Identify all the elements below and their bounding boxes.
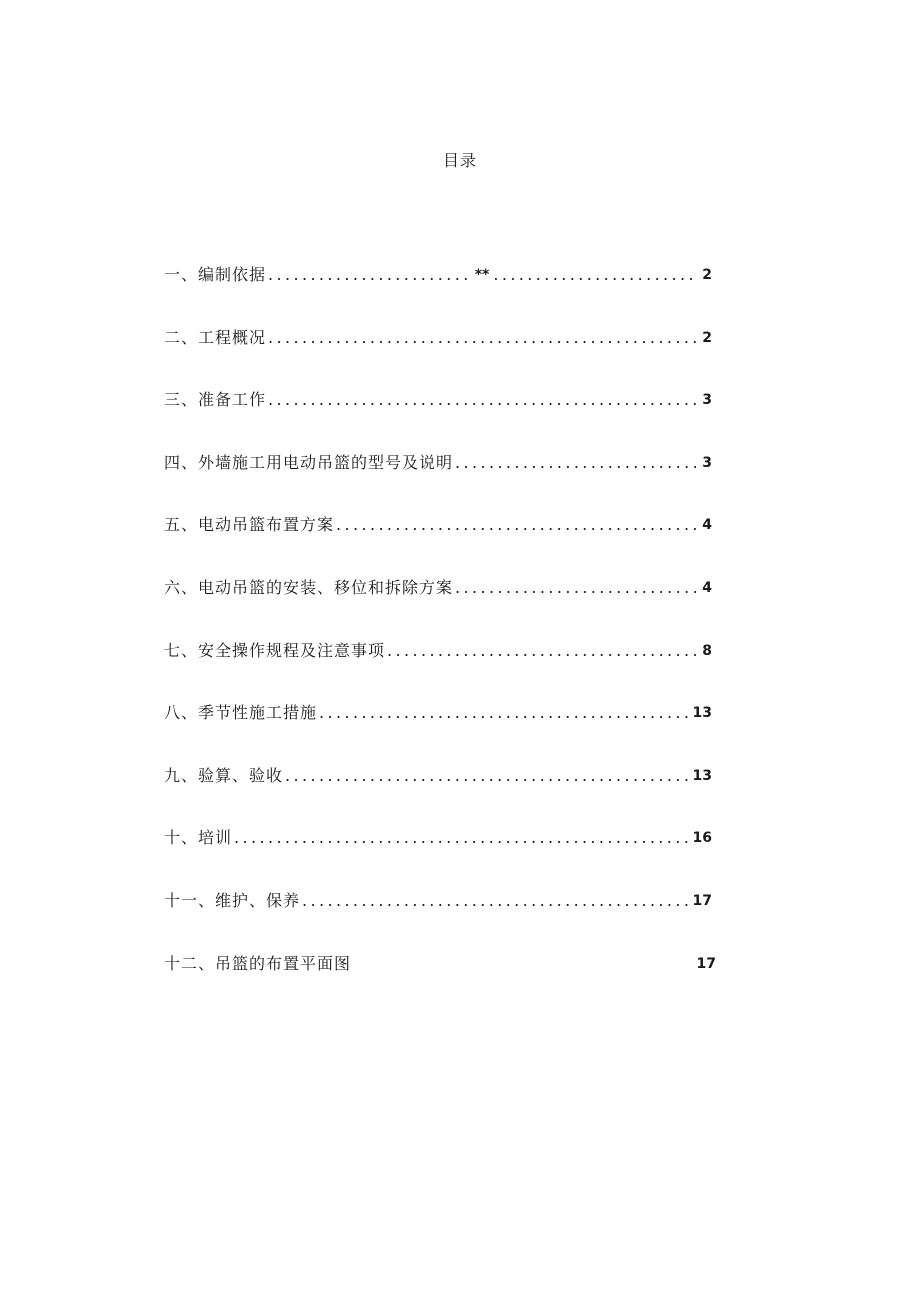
toc-title: 目录 <box>442 151 477 170</box>
toc-entry-label: 七、安全操作规程及注意事项 <box>164 640 386 660</box>
toc-entry-page: 2 <box>702 267 712 283</box>
toc-entry-8[interactable] <box>164 700 712 763</box>
dot-leader <box>268 387 696 413</box>
toc-entry-9[interactable] <box>164 763 712 826</box>
toc-leader <box>302 888 691 914</box>
toc-entry-page: 17 <box>696 955 716 972</box>
toc-entry-5[interactable] <box>164 512 712 575</box>
dot-leader <box>302 888 691 914</box>
toc-entry-page: 2 <box>702 329 712 346</box>
toc-entry-label: 八、季节性施工措施 <box>164 703 318 723</box>
toc-entry-label: 四、外墙施工用电动吊篮的型号及说明 <box>164 452 454 472</box>
dot-leader <box>455 575 696 601</box>
table-of-contents <box>164 262 716 1013</box>
toc-entry-label: 三、准备工作 <box>164 390 267 410</box>
toc-entry-7[interactable] <box>164 638 712 701</box>
toc-leader <box>336 512 696 538</box>
toc-entry-label: 十一、维护、保养 <box>164 890 301 910</box>
toc-entry-label: 九、验算、验收 <box>164 765 284 785</box>
toc-leader <box>268 262 696 288</box>
toc-entry-page: 13 <box>692 705 712 722</box>
toc-entry-label: 一、编制依据 <box>164 265 267 284</box>
toc-leader <box>455 450 696 476</box>
toc-entry-4[interactable] <box>164 450 712 513</box>
toc-entry-3[interactable] <box>164 387 712 450</box>
toc-entry-12[interactable] <box>164 951 716 1014</box>
toc-entry-1[interactable] <box>164 262 712 325</box>
toc-entry-page: 3 <box>702 392 712 409</box>
dot-leader <box>268 262 471 288</box>
toc-leader <box>268 325 696 351</box>
toc-leader <box>455 575 696 601</box>
toc-leader <box>319 700 691 726</box>
dot-leader <box>493 262 696 288</box>
toc-leader <box>234 825 691 851</box>
toc-entry-2[interactable] <box>164 325 712 388</box>
toc-entry-label: 十、培训 <box>164 828 233 848</box>
toc-entry-label: 六、电动吊篮的安装、移位和拆除方案 <box>164 577 454 597</box>
dot-leader <box>234 825 691 851</box>
toc-entry-label: 十二、吊篮的布置平面图 <box>164 953 352 973</box>
dot-leader <box>319 700 691 726</box>
toc-leader <box>268 387 696 413</box>
toc-entry-10[interactable] <box>164 825 712 888</box>
toc-entry-11[interactable] <box>164 888 712 951</box>
toc-entry-marker: ** <box>474 267 490 283</box>
dot-leader <box>387 638 696 664</box>
toc-leader <box>387 638 696 664</box>
toc-entry-label: 二、工程概况 <box>164 327 267 347</box>
toc-entry-6[interactable] <box>164 575 712 638</box>
toc-entry-page: 4 <box>702 579 712 596</box>
dot-leader <box>336 512 696 538</box>
toc-entry-page: 4 <box>702 517 712 534</box>
toc-entry-page: 3 <box>702 454 712 471</box>
dot-leader <box>285 763 691 789</box>
toc-entry-page: 17 <box>692 892 712 909</box>
toc-leader <box>285 763 691 789</box>
dot-leader <box>455 450 696 476</box>
toc-entry-label: 五、电动吊篮布置方案 <box>164 515 335 535</box>
toc-entry-page: 8 <box>702 642 712 659</box>
toc-entry-page: 13 <box>692 767 712 784</box>
toc-entry-page: 16 <box>692 830 712 847</box>
dot-leader <box>268 325 696 351</box>
